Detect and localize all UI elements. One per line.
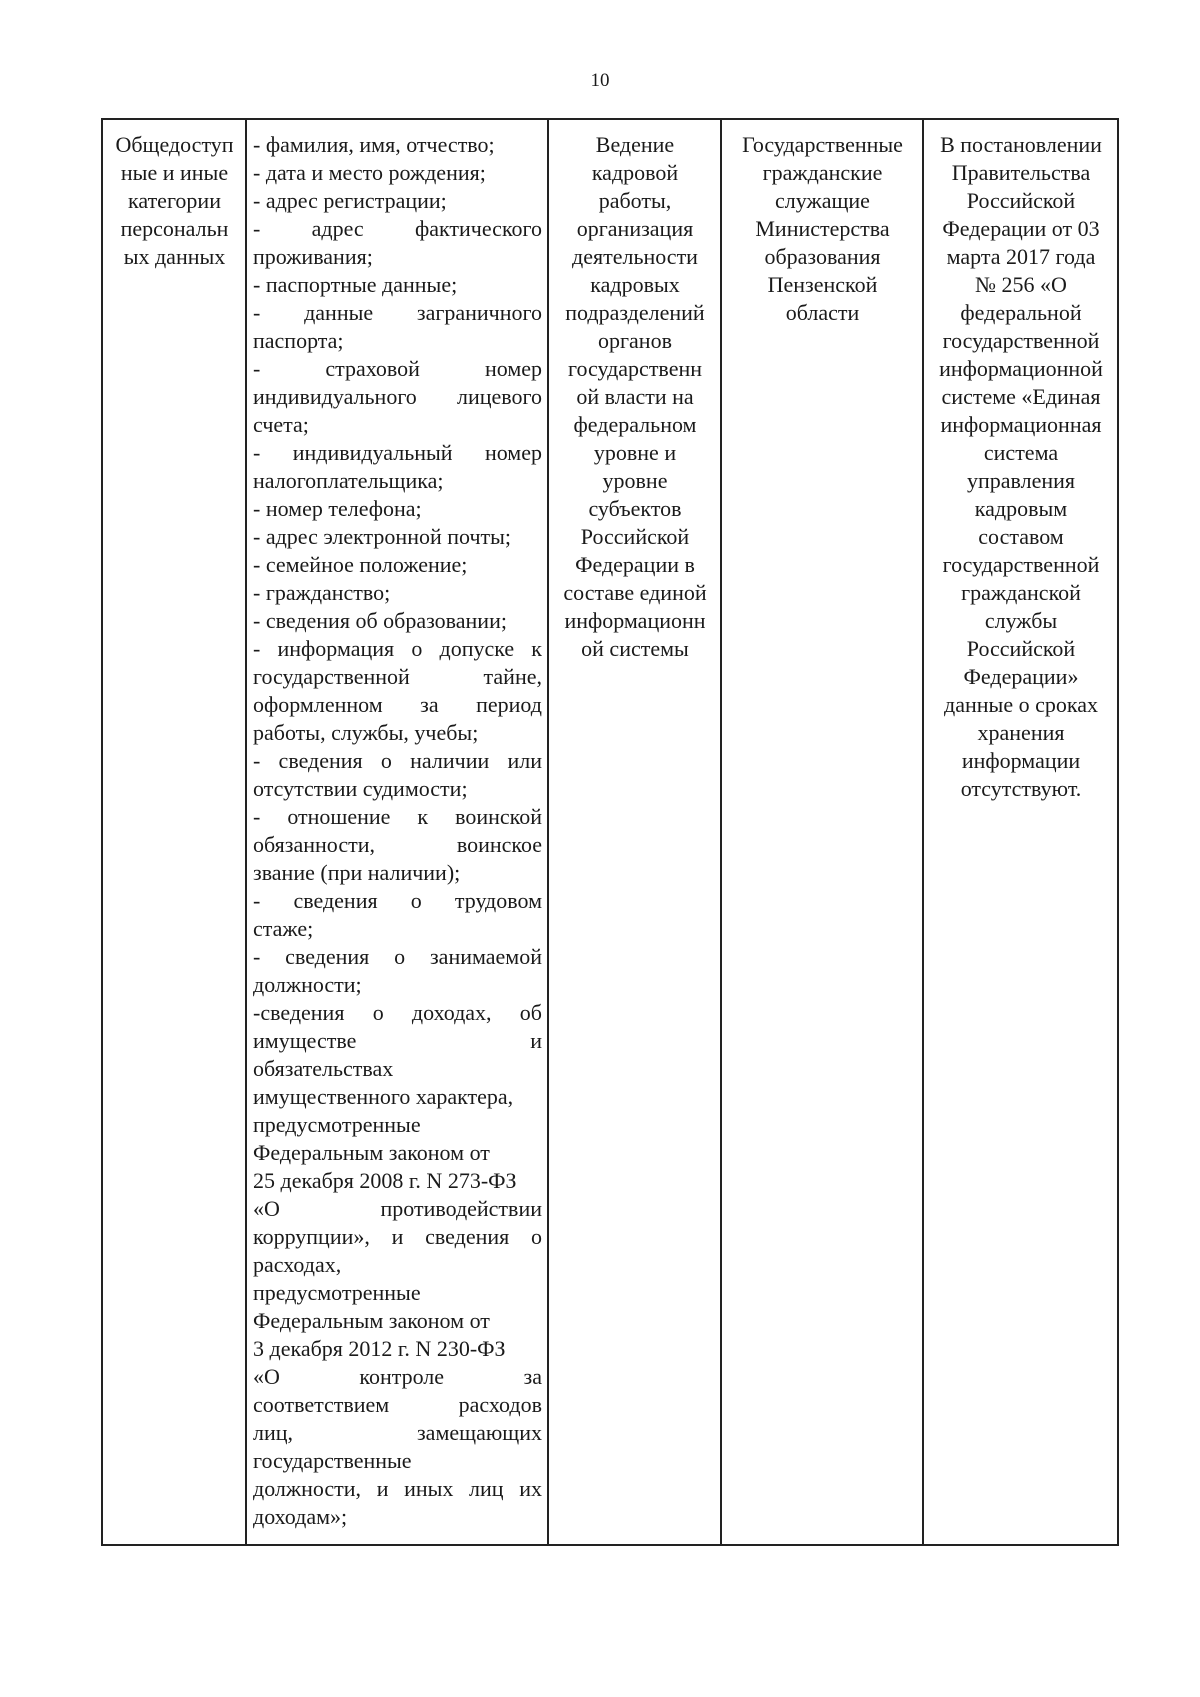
cell-line: - сведения о трудовом <box>253 888 542 913</box>
purpose-cell <box>548 119 721 1545</box>
cell-line: проживания; <box>253 244 373 269</box>
cell-line: отсутствуют. <box>960 776 1082 801</box>
cell-line: 25 декабря 2008 г. N 273-ФЗ <box>253 1168 517 1193</box>
cell-line: кадровым <box>974 496 1068 521</box>
cell-line: органов <box>598 328 672 353</box>
cell-line: - сведения об образовании; <box>253 608 507 633</box>
cell-line: «О контроле за <box>253 1364 542 1389</box>
cell-line: № 256 «О <box>975 272 1067 297</box>
cell-line: индивидуального лицевого <box>253 384 542 409</box>
cell-line: информационной <box>939 356 1103 381</box>
cell-line: составе единой <box>563 580 707 605</box>
retention-cell <box>923 119 1118 1545</box>
cell-line: федеральной <box>960 300 1082 325</box>
cell-line: оформленном за период <box>253 692 542 717</box>
cell-line: В постановлении <box>940 132 1102 157</box>
cell-line: Российской <box>966 636 1076 661</box>
cell-line: - индивидуальный номер <box>253 440 542 465</box>
cell-line: гражданской <box>961 580 1081 605</box>
cell-line: области <box>785 300 860 325</box>
cell-line: системе «Единая <box>941 384 1101 409</box>
cell-line: деятельности <box>572 244 698 269</box>
cell-line: информации <box>961 748 1081 773</box>
cell-line: должности, и иных лиц их <box>253 1476 542 1501</box>
cell-line: «О противодействии <box>253 1196 542 1221</box>
data-items-cell <box>246 119 548 1545</box>
cell-line: Правительства <box>951 160 1091 185</box>
cell-line: - данные заграничного <box>253 300 542 325</box>
cell-line: обязанности, воинское <box>253 832 542 857</box>
cell-line: ых данных <box>123 244 226 269</box>
cell-line: - номер телефона; <box>253 496 422 521</box>
cell-line: Российской <box>580 524 690 549</box>
cell-line: Федерации от 03 <box>942 216 1100 241</box>
cell-line: обязательствах <box>253 1056 394 1081</box>
cell-line: - фамилия, имя, отчество; <box>253 132 495 157</box>
cell-line: Федеральным законом от <box>253 1308 490 1333</box>
cell-line: подразделений <box>565 300 705 325</box>
cell-line: система <box>983 440 1059 465</box>
personal-data-table <box>101 118 1119 1546</box>
cell-line: хранения <box>977 720 1065 745</box>
cell-line: Общедоступ <box>115 132 234 157</box>
cell-line: стаже; <box>253 916 314 941</box>
cell-line: Федерации в <box>575 552 695 577</box>
cell-line: - сведения о занимаемой <box>253 944 542 969</box>
cell-line: паспорта; <box>253 328 344 353</box>
cell-line: - паспортные данные; <box>253 272 458 297</box>
cell-line: кадровой <box>591 160 679 185</box>
cell-line: - информация о допуске к <box>253 636 542 661</box>
cell-line: имущественного характера, <box>253 1084 514 1109</box>
cell-line: - сведения о наличии или <box>253 748 542 773</box>
cell-line: ой системы <box>581 636 689 661</box>
cell-line: ой власти на <box>576 384 694 409</box>
cell-line: составом <box>978 524 1064 549</box>
cell-line: - страховой номер <box>253 356 542 381</box>
cell-line: звание (при наличии); <box>253 860 461 885</box>
subjects-cell <box>721 119 923 1545</box>
cell-line: государственные <box>253 1448 412 1473</box>
cell-line: субъектов <box>588 496 682 521</box>
cell-line: государственной тайне, <box>253 664 542 689</box>
cell-line: - адрес электронной почты; <box>253 524 512 549</box>
cell-line: отсутствии судимости; <box>253 776 468 801</box>
cell-line: уровне и <box>593 440 677 465</box>
table-row <box>102 119 1118 1545</box>
cell-line: - семейное положение; <box>253 552 468 577</box>
cell-line: марта 2017 года <box>946 244 1096 269</box>
cell-line: доходам»; <box>253 1504 348 1529</box>
cell-line: Федерации» <box>963 664 1079 689</box>
cell-line: - адрес фактического <box>253 216 542 241</box>
page-number: 10 <box>590 70 610 91</box>
cell-line: соответствием расходов <box>253 1392 542 1417</box>
cell-line: Федеральным законом от <box>253 1140 490 1165</box>
cell-line: налогоплательщика; <box>253 468 444 493</box>
cell-line: категории <box>128 188 221 213</box>
cell-line: федеральном <box>573 412 697 437</box>
category-cell <box>102 119 246 1545</box>
cell-line: персональн <box>120 216 229 241</box>
cell-line: работы, <box>598 188 672 213</box>
cell-line: - гражданство; <box>253 580 391 605</box>
cell-line: Министерства <box>755 216 890 241</box>
cell-line: образования <box>764 244 881 269</box>
cell-line: 3 декабря 2012 г. N 230-ФЗ <box>253 1336 506 1361</box>
cell-line: кадровых <box>590 272 680 297</box>
cell-line: государственной <box>942 328 1100 353</box>
cell-line: - дата и место рождения; <box>253 160 486 185</box>
cell-line: предусмотренные <box>253 1112 421 1137</box>
cell-line: Государственные <box>742 132 903 157</box>
cell-line: расходах, <box>253 1252 342 1277</box>
cell-line: -сведения о доходах, об <box>253 1000 542 1025</box>
cell-line: службы <box>984 608 1058 633</box>
cell-line: работы, службы, учебы; <box>253 720 479 745</box>
cell-line: лиц, замещающих <box>253 1420 542 1445</box>
cell-line: Российской <box>966 188 1076 213</box>
cell-line: Ведение <box>595 132 675 157</box>
cell-line: предусмотренные <box>253 1280 421 1305</box>
cell-line: гражданские <box>762 160 883 185</box>
cell-line: должности; <box>253 972 362 997</box>
cell-line: управления <box>966 468 1076 493</box>
cell-line: - адрес регистрации; <box>253 188 447 213</box>
cell-line: государственн <box>567 356 703 381</box>
cell-line: - отношение к воинской <box>253 804 542 829</box>
cell-line: ные и иные <box>120 160 229 185</box>
cell-line: данные о сроках <box>944 692 1098 717</box>
cell-line: счета; <box>253 412 309 437</box>
cell-line: уровне <box>602 468 668 493</box>
cell-line: информационн <box>564 608 706 633</box>
cell-line: служащие <box>775 188 870 213</box>
cell-line: государственной <box>942 552 1100 577</box>
cell-line: коррупции», и сведения о <box>253 1224 542 1249</box>
cell-line: Пензенской <box>767 272 878 297</box>
cell-line: имуществе и <box>253 1028 542 1053</box>
cell-line: информационная <box>940 412 1102 437</box>
cell-line: организация <box>576 216 694 241</box>
